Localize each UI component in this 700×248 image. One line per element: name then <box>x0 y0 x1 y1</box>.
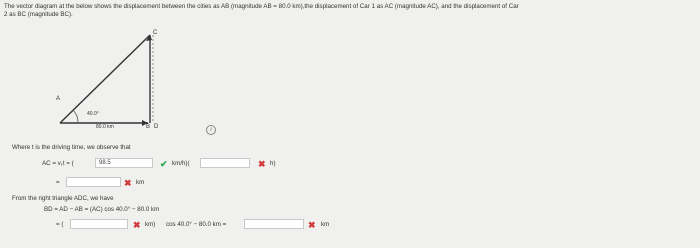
unit-km: km <box>321 221 330 228</box>
label-c: C <box>153 30 158 36</box>
label-d: D <box>154 124 159 130</box>
bd-result-input[interactable] <box>244 219 304 229</box>
vector-diagram <box>52 27 177 132</box>
km-paren: km) <box>145 221 156 228</box>
problem-text-line2: 2 as BC (magnitude BC). <box>4 11 73 18</box>
cross-icon: ✖ <box>258 159 266 169</box>
unit-h: h) <box>270 160 276 167</box>
info-icon[interactable]: i <box>206 125 216 135</box>
triangle-heading: From the right triangle ADC, we have <box>12 195 114 202</box>
cross-icon: ✖ <box>308 220 316 230</box>
checkmark-icon: ✔ <box>160 159 168 169</box>
ac-equation-label: AC = v₁t = ( <box>42 160 74 167</box>
cross-icon: ✖ <box>133 220 141 230</box>
cross-icon: ✖ <box>124 178 132 188</box>
unit-kmh: km/h)( <box>172 160 190 167</box>
where-text: Where t is the driving time, we observe that <box>12 144 131 151</box>
ac-magnitude-input[interactable] <box>66 177 121 187</box>
ac-value-input[interactable] <box>70 219 128 229</box>
angle-label: 40.0° <box>87 111 99 117</box>
unit-km: km <box>136 179 145 186</box>
problem-text-line1: The vector diagram at the below shows the displacement between the cities as AB (magnitude AB = 80.0 km),the displacement of Car 1 as AC (magnitude AC), and the displacement of Car <box>4 3 519 10</box>
equals-sign: = <box>56 179 60 186</box>
angle-arc <box>73 110 78 123</box>
bd-equals-label: = ( <box>56 221 64 228</box>
label-b: B <box>146 124 151 130</box>
cos-expression: cos 40.0° − 80.0 km = <box>166 221 227 228</box>
ab-length-label: 80.0 km <box>96 124 114 130</box>
vector-ac <box>60 35 150 123</box>
bd-equation: BD = AD − AB = (AC) cos 40.0° − 80.0 km <box>44 206 160 213</box>
time-input[interactable] <box>200 158 250 168</box>
velocity-input[interactable]: 98.5 <box>95 158 153 168</box>
label-a: A <box>56 96 61 102</box>
